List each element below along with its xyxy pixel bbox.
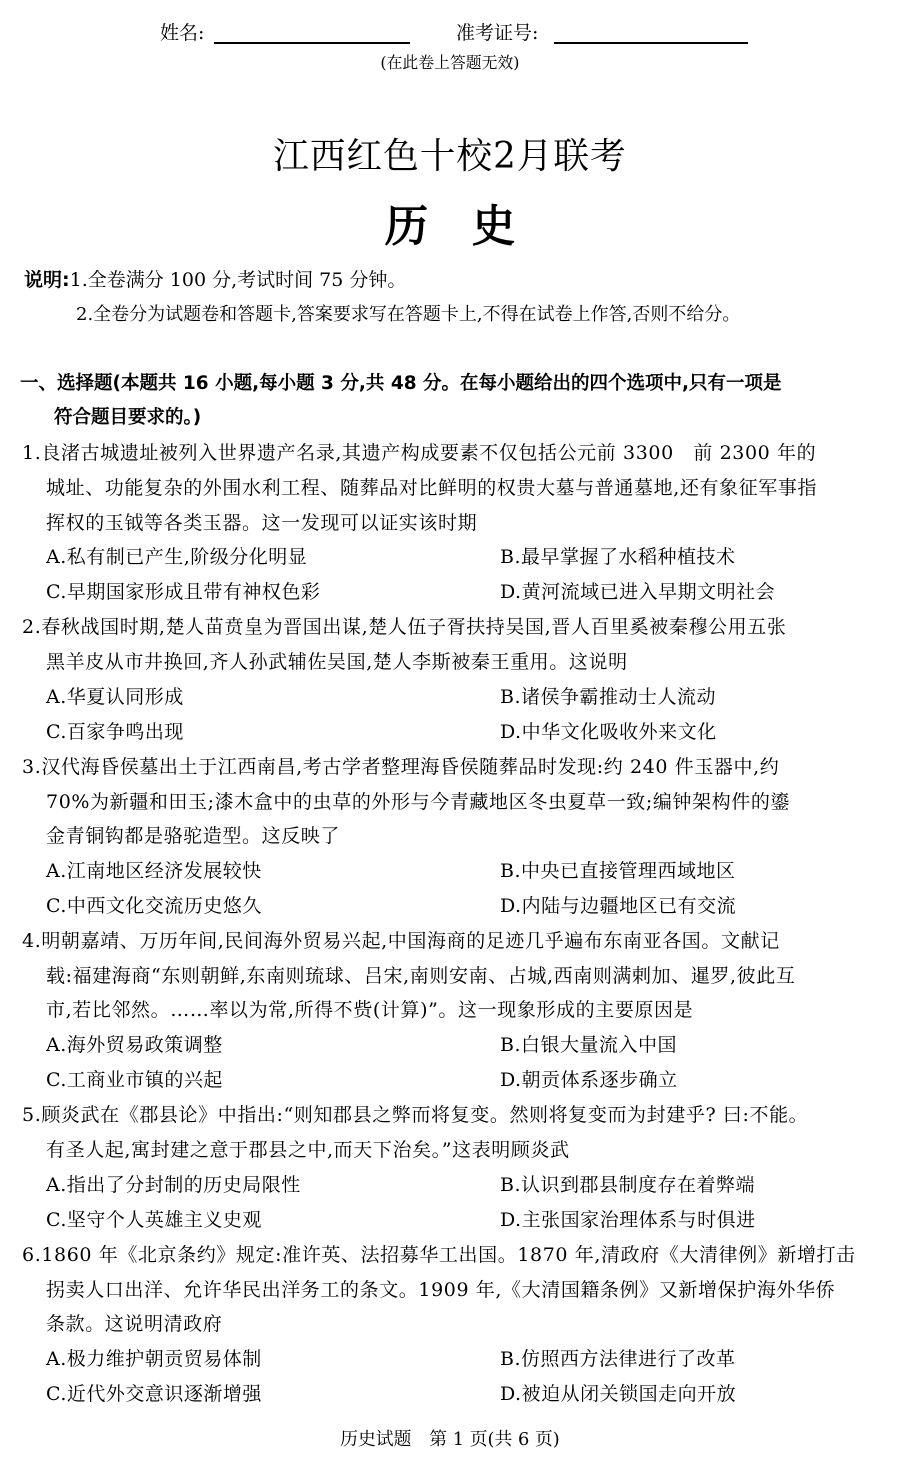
question-4-option-d[interactable]: D.朝贡体系逐步确立: [500, 1069, 678, 1091]
question-3-stem-3: 金青铜钩都是骆驼造型。这反映了: [46, 825, 341, 847]
question-5-option-c[interactable]: C.坚守个人英雄主义史观: [46, 1209, 262, 1231]
question-3-option-d[interactable]: D.内陆与边疆地区已有交流: [500, 895, 737, 917]
question-1-option-b[interactable]: B.最早掌握了水稻种植技术: [500, 546, 736, 568]
question-2-option-c[interactable]: C.百家争鸣出现: [46, 721, 184, 743]
exam-title: 江西红色十校2月联考: [273, 136, 627, 177]
question-4-stem-1: 4.明朝嘉靖、万历年间,民间海外贸易兴起,中国海商的足迹几乎遍布东南亚各国。文献记: [22, 930, 780, 952]
question-3-option-b[interactable]: B.中央已直接管理西域地区: [500, 860, 736, 882]
question-4-option-b[interactable]: B.白银大量流入中国: [500, 1034, 678, 1056]
question-4-stem-3: 市,若比邻然。……率以为常,所得不赀(计算)”。这一现象形成的主要原因是: [46, 999, 694, 1021]
question-3-option-a[interactable]: A.江南地区经济发展较快: [46, 860, 262, 882]
section-heading-1: 一、选择题(本题共 16 小题,每小题 3 分,共 48 分。在每小题给出的四个选项中,只有一项是: [20, 373, 782, 394]
instructions-line-1: [24, 265, 406, 292]
question-4-stem-2: 载:福建海商“东则朝鲜,东南则琉球、吕宋,南则安南、占城,西南则满剌加、暹罗,彼此互: [46, 965, 796, 987]
question-6-stem-1: 6.1860 年《北京条约》规定:准许英、法招募华工出国。1870 年,清政府《大清律例》新增打击: [22, 1244, 856, 1266]
answer-note: (在此卷上答题无效): [380, 53, 520, 72]
question-3-stem-2: 70%为新疆和田玉;漆木盒中的虫草的外形与今青藏地区冬虫夏草一致;编钟架构件的鎏: [46, 791, 791, 813]
instructions-label: 说明:: [24, 269, 70, 291]
question-6-option-b[interactable]: B.仿照西方法律进行了改革: [500, 1348, 736, 1370]
instructions-text-1: 1.全卷满分 100 分,考试时间 75 分钟。: [69, 269, 407, 291]
question-3-option-c[interactable]: C.中西文化交流历史悠久: [46, 895, 262, 917]
question-6-stem-3: 条款。这说明清政府: [46, 1313, 223, 1335]
exam-id-label: 准考证号:: [456, 22, 539, 44]
question-4-option-a[interactable]: A.海外贸易政策调整: [46, 1034, 223, 1056]
page-footer: 历史试题 第 1 页(共 6 页): [340, 1429, 560, 1450]
name-blank[interactable]: [214, 42, 410, 44]
question-2-option-d[interactable]: D.中华文化吸收外来文化: [500, 721, 717, 743]
question-1-stem-2: 城址、功能复杂的外围水利工程、随葬品对比鲜明的权贵大墓与普通墓地,还有象征军事指: [46, 477, 818, 499]
question-6-stem-2: 拐卖人口出洋、允许华民出洋务工的条文。1909 年,《大清国籍条例》又新增保护海外华侨: [46, 1279, 836, 1301]
question-5-option-d[interactable]: D.主张国家治理体系与时俱进: [500, 1209, 756, 1231]
question-5-stem-1: 5.顾炎武在《郡县论》中指出:“则知郡县之弊而将复变。然则将复变而为封建乎? 曰:不能。: [22, 1104, 809, 1126]
exam-id-blank[interactable]: [554, 42, 748, 44]
question-6-option-d[interactable]: D.被迫从闭关锁国走向开放: [500, 1383, 737, 1405]
question-2-stem-2: 黑羊皮从市井换回,齐人孙武辅佐吴国,楚人李斯被秦王重用。这说明: [46, 651, 628, 673]
question-2-option-a[interactable]: A.华夏认同形成: [46, 686, 184, 708]
question-6-option-a[interactable]: A.极力维护朝贡贸易体制: [46, 1348, 262, 1370]
question-1-stem-1: 1.良渚古城遗址被列入世界遗产名录,其遗产构成要素不仅包括公元前 3300 前 2300 年的: [22, 442, 817, 464]
question-2-option-b[interactable]: B.诸侯争霸推动士人流动: [500, 686, 717, 708]
subject-title: 历 史: [384, 201, 516, 252]
question-6-option-c[interactable]: C.近代外交意识逐渐增强: [46, 1383, 262, 1405]
question-5-option-b[interactable]: B.认识到郡县制度存在着弊端: [500, 1174, 756, 1196]
question-1-stem-3: 挥权的玉钺等各类玉器。这一发现可以证实该时期: [46, 512, 478, 534]
question-3-stem-1: 3.汉代海昏侯墓出土于江西南昌,考古学者整理海昏侯随葬品时发现:约 240 件玉器中,约: [22, 756, 780, 778]
question-4-option-c[interactable]: C.工商业市镇的兴起: [46, 1069, 223, 1091]
question-1-option-d[interactable]: D.黄河流域已进入早期文明社会: [500, 581, 776, 603]
question-2-stem-1: 2.春秋战国时期,楚人苗贲皇为晋国出谋,楚人伍子胥扶持吴国,晋人百里奚被秦穆公用五张: [22, 616, 787, 638]
instructions-line-2: 2.全卷分为试题卷和答题卡,答案要求写在答题卡上,不得在试卷上作答,否则不给分。: [76, 304, 741, 325]
question-1-option-c[interactable]: C.早期国家形成且带有神权色彩: [46, 581, 321, 603]
question-5-stem-2: 有圣人起,寓封建之意于郡县之中,而天下治矣。”这表明顾炎武: [46, 1139, 570, 1161]
question-1-option-a[interactable]: A.私有制已产生,阶级分化明显: [46, 546, 308, 568]
name-label: 姓名:: [160, 22, 205, 44]
section-heading-2: 符合题目要求的。): [54, 407, 202, 428]
question-5-option-a[interactable]: A.指出了分封制的历史局限性: [46, 1174, 301, 1196]
